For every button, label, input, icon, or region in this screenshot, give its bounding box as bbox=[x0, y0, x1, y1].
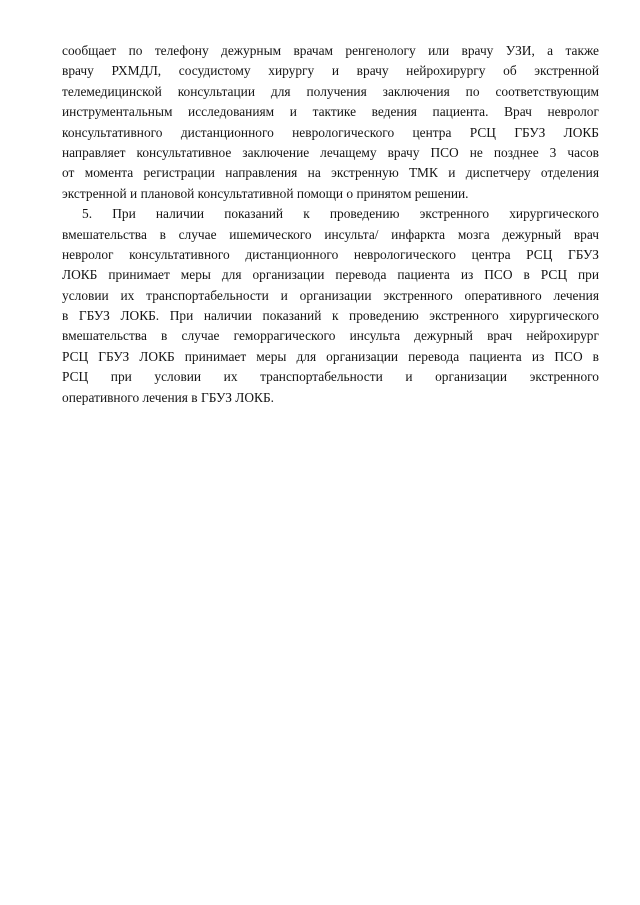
paragraph-item-5 bbox=[62, 204, 599, 408]
text-line: в ГБУЗ ЛОКБ. При наличии показаний к проведению экстренного хирургического bbox=[62, 308, 599, 324]
text-line: направляет консультативное заключение лечащему врачу ПСО не позднее 3 часов bbox=[62, 144, 599, 160]
text-line: телемедицинской консультации для получения заключения по соответствующим bbox=[62, 83, 599, 99]
text-line: инструментальным исследованиям и тактике ведения пациента. Врач невролог bbox=[62, 104, 599, 120]
text-line: врачу РХМДЛ, сосудистому хирургу и врачу нейрохирургу об экстренной bbox=[62, 63, 599, 79]
text-line: РСЦ при условии их транспортабельности и организации экстренного bbox=[62, 369, 599, 385]
text-line: РСЦ ГБУЗ ЛОКБ принимает меры для организации перевода пациента из ПСО в bbox=[62, 348, 599, 364]
text-line: 5. При наличии показаний к проведению экстренного хирургического bbox=[82, 206, 599, 222]
text-line: сообщает по телефону дежурным врачам ренгенологу или врачу УЗИ, а также bbox=[62, 43, 599, 58]
text-line: ЛОКБ принимает меры для организации перевода пациента из ПСО в РСЦ при bbox=[62, 267, 599, 283]
text-line: условии их транспортабельности и организации экстренного оперативного лечения bbox=[62, 287, 599, 303]
paragraph-continuation bbox=[62, 41, 599, 204]
text-line: вмешательства в случае ишемического инсульта/ инфаркта мозга дежурный врач bbox=[62, 226, 599, 242]
text-line: вмешательства в случае геморрагического инсульта дежурный врач нейрохирург bbox=[62, 328, 599, 344]
text-line: экстренной и плановой консультативной помощи о принятом решении. bbox=[62, 185, 469, 201]
text-line: от момента регистрации направления на экстренную ТМК и диспетчеру отделения bbox=[62, 165, 599, 181]
text-line: консультативного дистанционного неврологического центра РСЦ ГБУЗ ЛОКБ bbox=[62, 124, 599, 140]
document-body bbox=[62, 41, 599, 408]
text-line: невролог консультативного дистанционного неврологического центра РСЦ ГБУЗ bbox=[62, 246, 599, 262]
text-line: оперативного лечения в ГБУЗ ЛОКБ. bbox=[62, 389, 275, 405]
